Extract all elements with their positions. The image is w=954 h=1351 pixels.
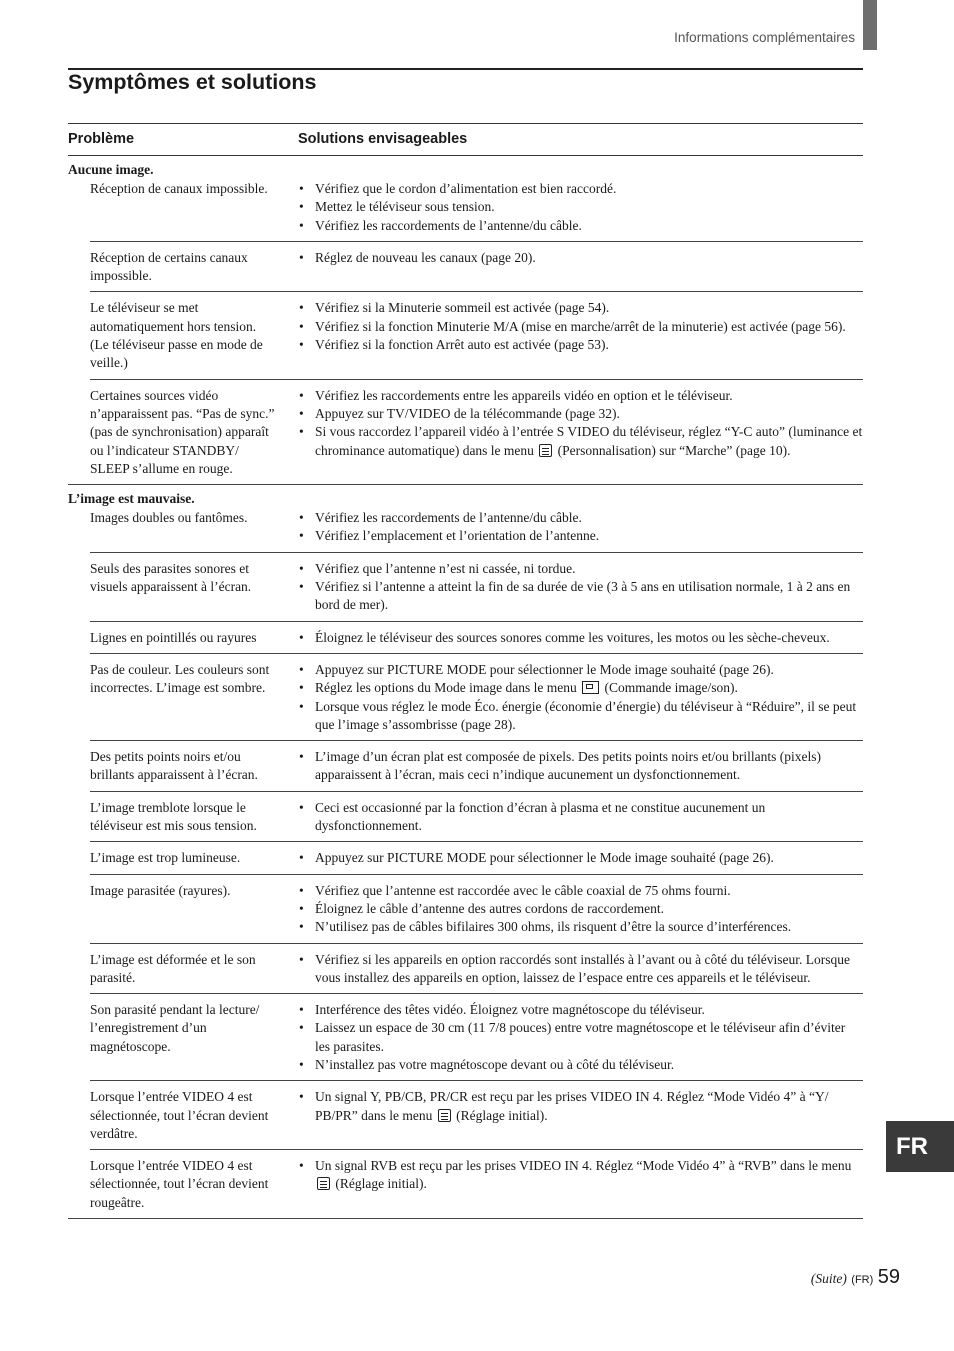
table-body (68, 161, 863, 1219)
solution-item: • Vérifiez les raccordements entre les appareils vidéo en option et le téléviseur. (298, 387, 863, 405)
solutions-list (298, 560, 863, 615)
solutions-cell (298, 629, 863, 647)
problem-cell: Lorsque l’entrée VIDEO 4 est sélectionnée, tout l’écran devient rougeâtre. (90, 1158, 269, 1210)
solution-item: • Réglez de nouveau les canaux (page 20). (298, 249, 863, 267)
row-separator (90, 740, 863, 741)
solutions-cell (298, 179, 863, 235)
problem-cell: Réception de canaux impossible. (90, 181, 268, 196)
solution-item: • Laissez un espace de 30 cm (11 7/8 pouces) entre votre magnétoscope et le téléviseur afin d’éviter les parasites. (298, 1019, 863, 1056)
solutions-cell (298, 387, 863, 478)
solution-item: • Interférence des têtes vidéo. Éloignez votre magnétoscope du téléviseur. (298, 1001, 863, 1019)
solutions-list (298, 1001, 863, 1074)
language-code: (FR) (851, 1274, 874, 1286)
solutions-list (298, 509, 863, 546)
table-row (68, 1157, 863, 1218)
solutions-list (298, 249, 863, 267)
header-bar (863, 0, 877, 50)
solutions-cell (298, 799, 863, 836)
problem-cell: L’image est trop lumineuse. (90, 850, 241, 866)
solution-item: • N’installez pas votre magnétoscope devant ou à côté du téléviseur. (298, 1056, 863, 1074)
solution-item: • Vérifiez si la fonction Minuterie M/A (mise en marche/arrêt de la minuterie) est activée (page 56). (298, 318, 863, 336)
solution-item: • Réglez les options du Mode image dans le menu (Commande image/son). (298, 679, 863, 697)
row-separator (90, 1149, 863, 1150)
table-row (68, 951, 863, 994)
solution-item: • Vérifiez l’emplacement et l’orientation de l’antenne. (298, 527, 863, 545)
table-row (68, 299, 863, 378)
table-row (68, 849, 863, 873)
solutions-cell (298, 249, 863, 286)
table-row (68, 179, 863, 241)
row-separator (90, 379, 863, 380)
solution-item: • Ceci est occasionné par la fonction d’écran à plasma et ne constitue aucunement un dysfonctionnement. (298, 799, 863, 836)
column-header-solutions: Solutions envisageables (298, 131, 468, 147)
page-number: 59 (877, 1266, 900, 1288)
table-row (68, 249, 863, 292)
problem-cell: Lignes en pointillés ou rayures (90, 629, 257, 645)
solutions-cell (298, 1001, 863, 1074)
solutions-list (298, 951, 863, 988)
solutions-list (298, 748, 863, 785)
solution-item: • L’image d’un écran plat est composée de pixels. Des petits points noirs et/ou brillants (pixels) apparaissent à l’écran, mais ceci n’indique aucunement un dysfonctionnement. (298, 748, 863, 785)
row-separator (90, 1080, 863, 1081)
solutions-cell (298, 882, 863, 937)
problem-cell: Pas de couleur. Les couleurs sont incorrectes. L’image est sombre. (90, 661, 270, 696)
solutions-list (298, 299, 863, 354)
solutions-list (298, 387, 863, 460)
solution-item: • Vérifiez si l’antenne a atteint la fin de sa durée de vie (3 à 5 ans en utilisation normale, 1 à 2 ans en bord de mer). (298, 578, 863, 615)
menu-icon (438, 1109, 451, 1122)
table-row (68, 748, 863, 791)
row-separator (90, 791, 863, 792)
solution-item: • Si vous raccordez l’appareil vidéo à l’entrée S VIDEO du téléviseur, réglez “Y-C auto” (luminance et chrominance automatique) dans le menu (Personnalisation) sur “Marche” (page 10). (298, 423, 863, 460)
troubleshooting-table (68, 123, 863, 1219)
solution-item: • Vérifiez si les appareils en option raccordés sont installés à l’avant ou à côté du téléviseur. Lorsque vous installez des appareils en option, laissez de l’espace entre ces appareils et le téléviseur. (298, 951, 863, 988)
problem-cell: Son parasité pendant la lecture/ l’enregistrement d’un magnétoscope. (90, 1002, 260, 1054)
solution-item: • Vérifiez que l’antenne n’est ni cassée, ni tordue. (298, 560, 863, 578)
row-separator (90, 874, 863, 875)
solutions-cell (298, 1157, 863, 1212)
solutions-list (298, 882, 863, 937)
solutions-cell (298, 299, 863, 372)
row-separator (68, 484, 863, 485)
column-header-problem: Problème (68, 131, 135, 147)
solutions-cell (298, 951, 863, 988)
problem-cell: L’image tremblote lorsque le téléviseur est mis sous tension. (90, 799, 257, 834)
solutions-cell (298, 508, 863, 546)
solution-item: • Vérifiez que l’antenne est raccordée avec le câble coaxial de 75 ohms fourni. (298, 882, 863, 900)
solution-item: • Vérifiez si la Minuterie sommeil est activée (page 54). (298, 299, 863, 317)
problem-cell: Réception de certains canaux impossible. (90, 249, 248, 284)
solution-item: • Vérifiez les raccordements de l’antenne/du câble. (298, 509, 863, 527)
solution-item: • Appuyez sur PICTURE MODE pour sélectionner le Mode image souhaité (page 26). (298, 661, 863, 679)
solution-item: • Vérifiez que le cordon d’alimentation est bien raccordé. (298, 180, 863, 198)
solutions-list (298, 629, 863, 647)
solution-item: • Lorsque vous réglez le mode Éco. énergie (économie d’énergie) du téléviseur à “Réduire”, il se peut que l’image s’assombrisse (page 28). (298, 698, 863, 735)
problem-cell: L’image est déformée et le son parasité. (90, 951, 256, 985)
solution-item: • Éloignez le téléviseur des sources sonores comme les voitures, les motos ou les sèche-cheveux. (298, 629, 863, 647)
solutions-cell (298, 560, 863, 615)
row-separator (90, 621, 863, 622)
solution-item: • Éloignez le câble d’antenne des autres cordons de raccordement. (298, 900, 863, 918)
picture-sound-icon (582, 681, 599, 694)
solutions-list (298, 799, 863, 836)
solution-item: • Vérifiez les raccordements de l’antenne/du câble. (298, 217, 863, 235)
solution-item: • Un signal Y, PB/CB, PR/CR est reçu par les prises VIDEO IN 4. Réglez “Mode Vidéo 4” à “Y/ PB/PR” dans le menu (Réglage initial). (298, 1088, 863, 1125)
problem-cell: Image parasitée (rayures). (90, 882, 231, 898)
group-title: L’image est mauvaise. (68, 491, 195, 507)
row-separator (90, 552, 863, 553)
solutions-cell (298, 1088, 863, 1143)
problem-cell: Certaines sources vidéo n’apparaissent pas. “Pas de sync.” (pas de synchronisation) apparaît ou l’indicateur STANDBY/ SLEEP s’allume en rouge. (90, 387, 275, 476)
table-row (68, 387, 863, 484)
table-row (68, 1088, 863, 1149)
table-row (68, 560, 863, 621)
table-row (68, 661, 863, 740)
solution-item: • Appuyez sur PICTURE MODE pour sélectionner le Mode image souhaité (page 26). (298, 849, 863, 867)
solution-item: • Appuyez sur TV/VIDEO de la télécommande (page 32). (298, 405, 863, 423)
problem-cell: Images doubles ou fantômes. (90, 510, 248, 526)
problem-cell: Seuls des parasites sonores et visuels apparaissent à l’écran. (90, 560, 252, 595)
solution-item: • Un signal RVB est reçu par les prises VIDEO IN 4. Réglez “Mode Vidéo 4” à “RVB” dans le menu (Réglage initial). (298, 1157, 863, 1194)
row-separator (90, 653, 863, 654)
solution-item: • Mettez le téléviseur sous tension. (298, 198, 863, 216)
table-row (68, 629, 863, 653)
table-row (68, 799, 863, 842)
row-separator (90, 241, 863, 242)
page-footer (811, 1266, 900, 1289)
row-separator (90, 841, 863, 842)
solutions-list (298, 849, 863, 867)
continued-label: (Suite) (810, 1271, 847, 1286)
solutions-list (298, 1088, 863, 1125)
solution-item: • N’utilisez pas de câbles bifilaires 300 ohms, ils risquent d’être la source d’interférences. (298, 918, 863, 936)
solutions-list (298, 661, 863, 734)
section-header: Informations complémentaires (674, 30, 855, 45)
table-header (68, 123, 863, 156)
table-row (68, 882, 863, 943)
solutions-cell (298, 849, 863, 867)
solutions-cell (298, 661, 863, 734)
solutions-list (298, 180, 863, 235)
menu-icon (539, 444, 552, 457)
page-title: Symptômes et solutions (68, 70, 317, 94)
row-separator (90, 943, 863, 944)
row-separator (90, 291, 863, 292)
problem-cell: Lorsque l’entrée VIDEO 4 est sélectionnée, tout l’écran devient verdâtre. (90, 1089, 269, 1141)
row-separator (68, 1218, 863, 1219)
language-tab: FR (886, 1121, 954, 1172)
solutions-cell (298, 748, 863, 785)
solutions-list (298, 1157, 863, 1194)
group-title: Aucune image. (68, 162, 154, 177)
problem-cell: Le téléviseur se met automatiquement hors tension. (Le téléviseur passe en mode de veille.) (90, 300, 263, 371)
row-separator (90, 993, 863, 994)
table-row (68, 1001, 863, 1080)
problem-cell: Des petits points noirs et/ou brillants apparaissent à l’écran. (90, 749, 258, 783)
solution-item: • Vérifiez si la fonction Arrêt auto est activée (page 53). (298, 336, 863, 354)
menu-icon (317, 1177, 330, 1190)
table-row (68, 508, 863, 552)
